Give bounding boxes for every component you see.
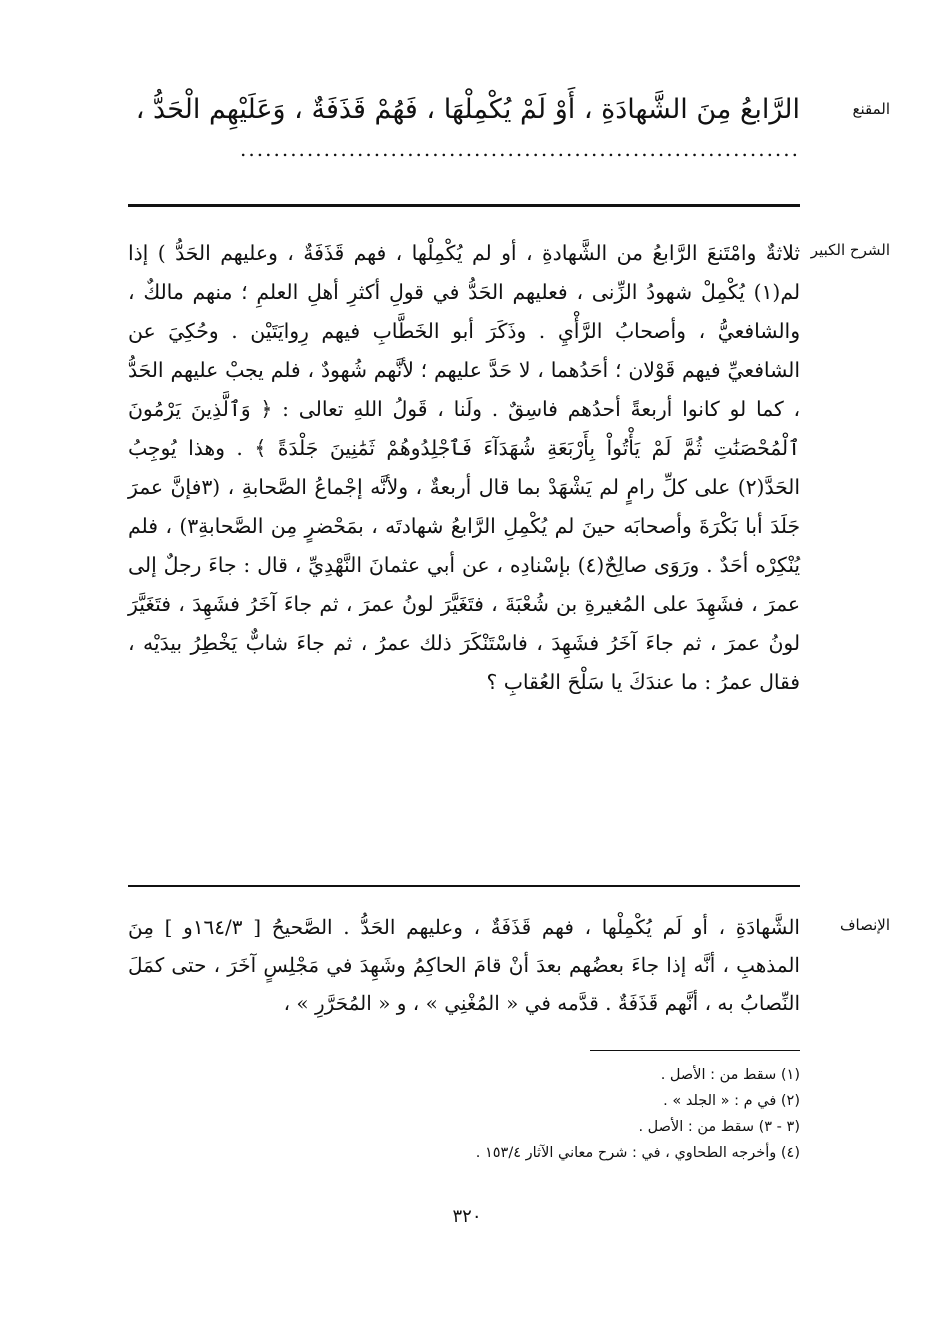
section-divider-thin	[128, 885, 800, 887]
insaf-text-block	[128, 908, 800, 1022]
insaf-label: الإنصاف	[839, 916, 890, 934]
footnote-divider	[590, 1050, 800, 1051]
footnotes	[128, 1062, 800, 1166]
sharh-label: الشرح الكبير	[810, 241, 890, 259]
muqni-text-block	[128, 88, 800, 166]
muqni-text: الرَّابعُ مِنَ الشَّهادَةِ ، أَوْ لَمْ يُكْمِلْهَا ، فَهُمْ قَذَفَةٌ ، وَعَلَيْهِم الْحَدُّ ،	[135, 94, 800, 125]
sharh-text: ثلاثةٌ وامْتَنعَ الرَّابعُ من الشَّهادةِ ، أو لم يُكْمِلْها ، فهم قَذَفَةٌ ، وعليهم الحَدُّ ) إذا لم(١) يُكْمِلْ شهودُ الزِّنى ، فعليهم الحَدُّ في قولِ أكثرِ أهلِ العلمِ ؛ منهم مالكٌ ، والشافعيُّ ، وأصحابُ الرَّأْيِ . وذَكَرَ أبو الخَطَّابِ فيهم رِوايَتَيْن . وحُكِيَ عن الشافعيِّ فيهم قَوْلان ؛ أحَدُهما ، لا حَدَّ عليهم ؛ لأنَّهم شُهودٌ ، فلم يجبْ عليهم الحَدُّ ، كما لو كانوا أربعةً أحدُهم فاسِقٌ . ولَنا ، قَولُ اللهِ تعالى : ﴿ وَٱلَّذِينَ يَرْمُونَ ٱلْمُحْصَنَٰتِ ثُمَّ لَمْ يَأْتُواْ بِأَرْبَعَةِ شُهَدَآءَ فَٱجْلِدُوهُمْ ثَمَٰنِينَ جَلْدَةً ﴾ . وهذا يُوجِبُ الحَدَّ(٢) على كلِّ رامٍ لم يَشْهَدْ بما قال أربعةٌ ، ولأنَّه إجْماعُ الصَّحابةِ ، (٣فإنَّ عمرَ جَلَدَ أبا بَكْرَةَ وأصحابَه حينَ لم يُكْمِلِ الرَّابعُ شهادتَه ، بمَحْضرٍ مِن الصَّحابةِ٣) ، فلم يُنْكِرْه أحَدٌ . ورَوَى صالِحٌ(٤) بإسْنادِه ، عن أبي عثمانَ النَّهْدِيِّ ، قال : جاءَ رجلٌ إلى عمرَ ، فشَهِدَ على المُغيرةِ بن شُعْبَةَ ، فتَغَيَّرَ لونُ عمرَ ، ثم جاءَ آخَرُ فشَهِدَ ، فتَغَيَّرَ لونُ عمرَ ، ثم جاءَ آخَرُ فشَهِدَ ، فاسْتَنْكَرَ ذلك عمرُ ، ثم جاءَ شابٌّ يَخْطِرُ بيدَيْه ، فقال عمرُ : ما عندَكَ يا سَلْحَ العُقابِ ؟	[128, 241, 800, 694]
sharh-text-block	[128, 234, 800, 702]
footnote: (٣ - ٣) سقط من : الأصل .	[638, 1119, 800, 1135]
footnote: (١) سقط من : الأصل .	[660, 1067, 800, 1083]
footnote: (٤) وأخرجه الطحاوي ، في : شرح معاني الآثار ١٥٣/٤ .	[475, 1145, 800, 1161]
footnote: (٢) في م : « الجلد » .	[663, 1093, 800, 1109]
muqni-label: المقنع	[852, 100, 890, 118]
page-number: ٣٢٠	[452, 1206, 482, 1227]
section-divider-thick	[128, 204, 800, 207]
muqni-dots: ...................................................................	[240, 136, 800, 161]
insaf-text: الشَّهادَةِ ، أو لَم يُكْمِلْها ، فهم قَذَفَةٌ ، وعليهم الحَدُّ . الصَّحيحُ [ ١٦٤/٣و ] مِنَ المذهبِ ، أنَّه إذا جاءَ بعضُهم بعدَ أنْ قامَ الحاكِمُ وشَهِدَ في مَجْلِسٍ آخَرَ ، حتى كمَلَ النِّصابُ به ، أنَّهم قَذَفَةٌ . قدَّمه في « المُغْنِي » ، و « المُحَرَّرِ » ،	[128, 915, 800, 1015]
